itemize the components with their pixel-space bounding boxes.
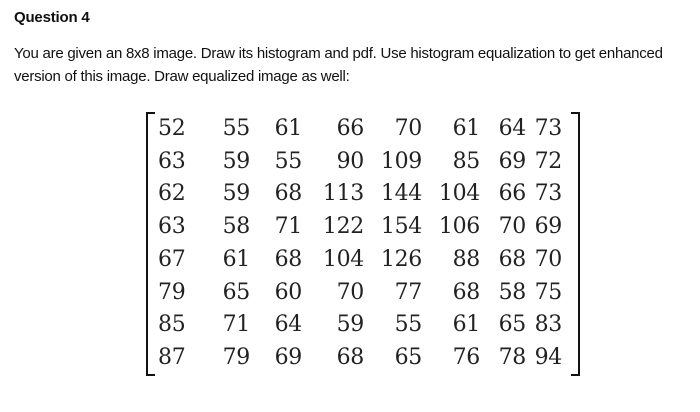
matrix-cell: 68	[274, 246, 302, 272]
question-line: You are given an 8x8 image. Draw its histogram and pdf. Use histogram equalization to get enhanced	[14, 45, 663, 62]
matrix-cell: 68	[336, 345, 364, 371]
matrix-cell: 83	[534, 312, 562, 338]
matrix-cell: 70	[394, 115, 422, 141]
matrix-cell: 126	[380, 246, 422, 272]
matrix-cell: 58	[498, 279, 526, 305]
matrix-cell: 70	[498, 214, 526, 240]
matrix-cell: 73	[534, 181, 562, 207]
matrix-cell: 104	[438, 181, 480, 207]
question-heading: Question 4	[14, 9, 90, 26]
matrix-cell: 59	[336, 312, 364, 338]
matrix-cell: 63	[158, 214, 186, 240]
matrix-cell: 61	[452, 115, 480, 141]
matrix-cell: 68	[452, 279, 480, 305]
matrix-cell: 61	[452, 312, 480, 338]
matrix-cell: 68	[274, 181, 302, 207]
matrix-cell: 109	[380, 148, 422, 174]
matrix-cell: 66	[336, 115, 364, 141]
matrix-cell: 75	[534, 279, 562, 305]
matrix-cell: 77	[394, 279, 422, 305]
matrix-cell: 71	[274, 214, 302, 240]
matrix-cell: 85	[158, 312, 186, 338]
matrix-cell: 79	[158, 279, 186, 305]
matrix-cell: 113	[322, 181, 364, 207]
matrix-cell: 55	[222, 115, 250, 141]
matrix-cell: 59	[222, 148, 250, 174]
matrix-cell: 106	[438, 214, 480, 240]
matrix-cell: 67	[158, 246, 186, 272]
matrix-cell: 62	[158, 181, 186, 207]
matrix-cell: 144	[380, 181, 422, 207]
matrix-left-bracket	[146, 112, 155, 376]
matrix-cell: 69	[274, 345, 302, 371]
matrix-cell: 85	[452, 148, 480, 174]
matrix-cell: 76	[452, 345, 480, 371]
matrix-cell: 55	[274, 148, 302, 174]
matrix-cell: 104	[322, 246, 364, 272]
matrix-cell: 71	[222, 312, 250, 338]
matrix-cell: 64	[498, 115, 526, 141]
matrix-right-bracket	[571, 112, 580, 376]
question-text	[14, 42, 694, 88]
image-matrix	[146, 112, 580, 374]
matrix-cell: 60	[274, 279, 302, 305]
matrix-cell: 78	[498, 345, 526, 371]
matrix-cell: 65	[498, 312, 526, 338]
matrix-cell: 72	[534, 148, 562, 174]
matrix-cell: 52	[158, 115, 186, 141]
matrix-cell: 58	[222, 214, 250, 240]
matrix-cell: 79	[222, 345, 250, 371]
matrix-cell: 55	[394, 312, 422, 338]
matrix-cell: 61	[222, 246, 250, 272]
matrix-cell: 70	[336, 279, 364, 305]
matrix-grid	[158, 112, 568, 374]
matrix-cell: 88	[452, 246, 480, 272]
matrix-cell: 69	[498, 148, 526, 174]
matrix-cell: 94	[534, 345, 562, 371]
matrix-cell: 65	[222, 279, 250, 305]
matrix-cell: 87	[158, 345, 186, 371]
matrix-cell: 61	[274, 115, 302, 141]
question-line: version of this image. Draw equalized image as well:	[14, 68, 350, 85]
matrix-cell: 63	[158, 148, 186, 174]
matrix-cell: 59	[222, 181, 250, 207]
matrix-cell: 73	[534, 115, 562, 141]
matrix-cell: 64	[274, 312, 302, 338]
matrix-cell: 154	[380, 214, 422, 240]
matrix-cell: 70	[534, 246, 562, 272]
matrix-cell: 90	[336, 148, 364, 174]
matrix-cell: 65	[394, 345, 422, 371]
matrix-cell: 122	[322, 214, 364, 240]
matrix-cell: 66	[498, 181, 526, 207]
matrix-cell: 68	[498, 246, 526, 272]
matrix-cell: 69	[534, 214, 562, 240]
